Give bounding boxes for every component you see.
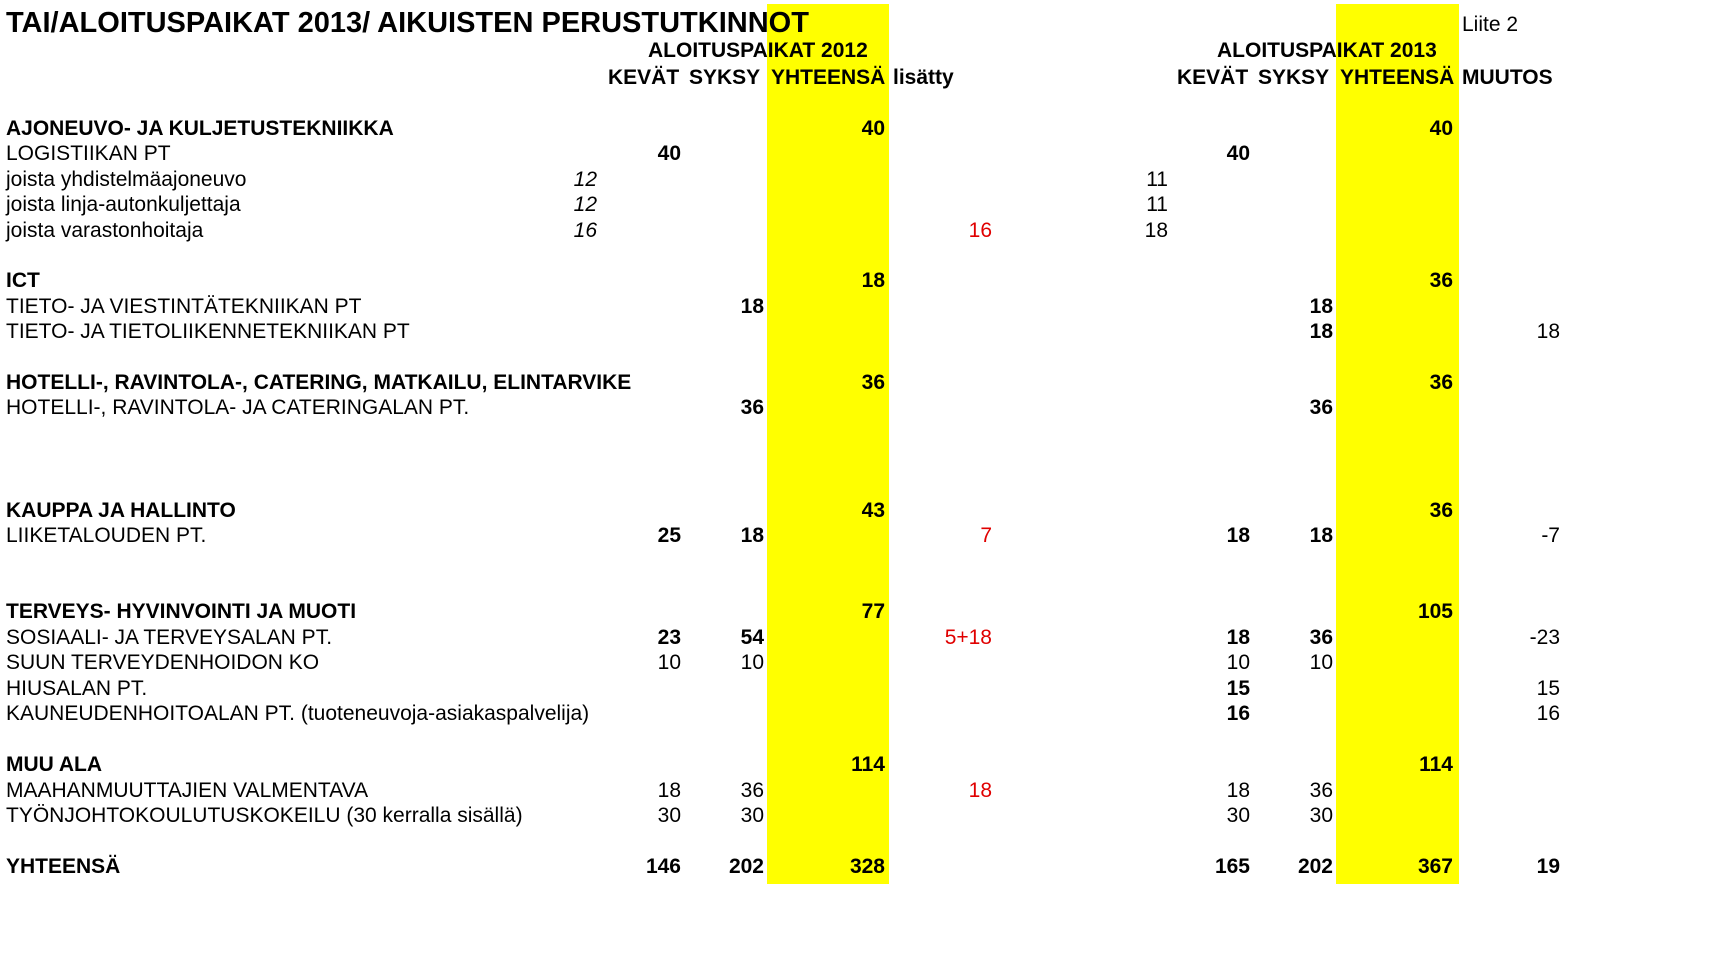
category-label: AJONEUVO- JA KULJETUSTEKNIIKKA: [6, 117, 394, 140]
row-label: joista varastonhoitaja: [6, 219, 204, 242]
row-label: HIUSALAN PT.: [6, 677, 148, 700]
cell-syk13: 36: [1309, 626, 1333, 649]
cell-kev12: 10: [657, 651, 681, 674]
cell-muutos: 16: [1536, 702, 1560, 725]
cell-kev13: 15: [1226, 677, 1250, 700]
cell-yht12: 77: [861, 600, 885, 623]
category-label: KAUPPA JA HALLINTO: [6, 499, 236, 522]
cell-syk13: 36: [1309, 779, 1333, 802]
cell-kev12: 40: [657, 142, 681, 165]
cell-sub12: 12: [573, 168, 597, 191]
cell-syk12: 36: [740, 779, 764, 802]
header-2013-muutos: MUUTOS: [1462, 66, 1553, 89]
cell-sub12: 12: [573, 193, 597, 216]
cell-syk12: 18: [740, 295, 764, 318]
cell-kev12: 25: [657, 524, 681, 547]
category-label: ICT: [6, 269, 40, 292]
cell-yht13: 36: [1429, 499, 1453, 522]
cell-lis: 18: [968, 779, 992, 802]
row-label: LOGISTIIKAN PT: [6, 142, 171, 165]
cell-lis: 16: [968, 219, 992, 242]
cell-kev12: 23: [657, 626, 681, 649]
cell-muutos: 15: [1536, 677, 1560, 700]
cell-kev13: 18: [1226, 524, 1250, 547]
header-2013-kevat: KEVÄT: [1177, 66, 1249, 89]
row-label: SUUN TERVEYDENHOIDON KO: [6, 651, 320, 674]
cell-kev12: 146: [645, 855, 681, 878]
row-label: SOSIAALI- JA TERVEYSALAN PT.: [6, 626, 333, 649]
cell-kev13: 10: [1226, 651, 1250, 674]
cell-muutos: -23: [1529, 626, 1560, 649]
header-2012-yhteensa: YHTEENSÄ: [771, 66, 886, 89]
cell-syk13: 18: [1309, 524, 1333, 547]
header-2012-group: ALOITUSPAIKAT 2012: [648, 39, 868, 62]
cell-yht13: 105: [1417, 600, 1453, 623]
cell-muutos: 18: [1536, 320, 1560, 343]
cell-syk12: 18: [740, 524, 764, 547]
cell-kev13: 16: [1226, 702, 1250, 725]
cell-kev12: 30: [657, 804, 681, 827]
cell-lis: 7: [980, 524, 992, 547]
row-label: TYÖNJOHTOKOULUTUSKOKEILU (30 kerralla sisällä): [6, 804, 523, 827]
cell-yht13: 114: [1419, 753, 1453, 776]
cell-yht13: 36: [1429, 269, 1453, 292]
cell-lis: 5+18: [944, 626, 992, 649]
cell-yht12: 114: [851, 753, 885, 776]
cell-sub13: 11: [1146, 168, 1168, 191]
page-title: TAI/ALOITUSPAIKAT 2013/ AIKUISTEN PERUSTUTKINNOT: [6, 7, 809, 39]
cell-syk13: 30: [1309, 804, 1333, 827]
cell-kev13: 18: [1226, 779, 1250, 802]
cell-yht12: 40: [861, 117, 885, 140]
attachment-label: Liite 2: [1462, 13, 1519, 36]
row-label: TIETO- JA TIETOLIIKENNETEKNIIKAN PT: [6, 320, 410, 343]
row-label: joista linja-autonkuljettaja: [6, 193, 241, 216]
cell-sub13: 11: [1146, 193, 1168, 216]
cell-syk13: 10: [1309, 651, 1333, 674]
cell-kev13: 165: [1214, 855, 1250, 878]
cell-syk12: 10: [740, 651, 764, 674]
cell-syk13: 18: [1309, 295, 1333, 318]
header-2013-syksy: SYKSY: [1258, 66, 1330, 89]
cell-yht12: 328: [849, 855, 885, 878]
row-label: MAAHANMUUTTAJIEN VALMENTAVA: [6, 779, 369, 802]
cell-kev13: 18: [1226, 626, 1250, 649]
cell-kev13: 30: [1226, 804, 1250, 827]
cell-syk13: 36: [1309, 396, 1333, 419]
cell-muutos: -7: [1541, 524, 1560, 547]
cell-kev13: 40: [1226, 142, 1250, 165]
cell-yht12: 18: [861, 269, 885, 292]
cell-syk12: 36: [740, 396, 764, 419]
cell-syk12: 54: [740, 626, 764, 649]
cell-kev12: 18: [657, 779, 681, 802]
category-label: YHTEENSÄ: [6, 855, 121, 878]
cell-yht13: 36: [1429, 371, 1453, 394]
cell-syk13: 18: [1309, 320, 1333, 343]
row-label: KAUNEUDENHOITOALAN PT. (tuoteneuvoja-asiakaspalvelija): [6, 702, 590, 725]
header-2012-syksy: SYKSY: [689, 66, 761, 89]
cell-syk12: 202: [728, 855, 764, 878]
category-label: HOTELLI-, RAVINTOLA-, CATERING, MATKAILU, ELINTARVIKE: [6, 371, 632, 394]
cell-syk13: 202: [1297, 855, 1333, 878]
row-label: HOTELLI-, RAVINTOLA- JA CATERINGALAN PT.: [6, 396, 470, 419]
cell-muutos: 19: [1536, 855, 1560, 878]
cell-syk12: 30: [740, 804, 764, 827]
header-2013-yhteensa: YHTEENSÄ: [1340, 66, 1455, 89]
category-label: TERVEYS- HYVINVOINTI JA MUOTI: [6, 600, 357, 623]
row-label: LIIKETALOUDEN PT.: [6, 524, 207, 547]
cell-yht13: 40: [1429, 117, 1453, 140]
cell-yht12: 43: [861, 499, 885, 522]
category-label: MUU ALA: [6, 753, 103, 776]
header-2012-lisatty: lisätty: [893, 66, 954, 89]
cell-yht13: 367: [1417, 855, 1453, 878]
row-label: joista yhdistelmäajoneuvo: [6, 168, 247, 191]
row-label: TIETO- JA VIESTINTÄTEKNIIKAN PT: [6, 295, 362, 318]
cell-yht12: 36: [861, 371, 885, 394]
cell-sub13: 18: [1144, 219, 1168, 242]
header-2012-kevat: KEVÄT: [608, 66, 680, 89]
header-2013-group: ALOITUSPAIKAT 2013: [1217, 39, 1437, 62]
cell-sub12: 16: [573, 219, 597, 242]
